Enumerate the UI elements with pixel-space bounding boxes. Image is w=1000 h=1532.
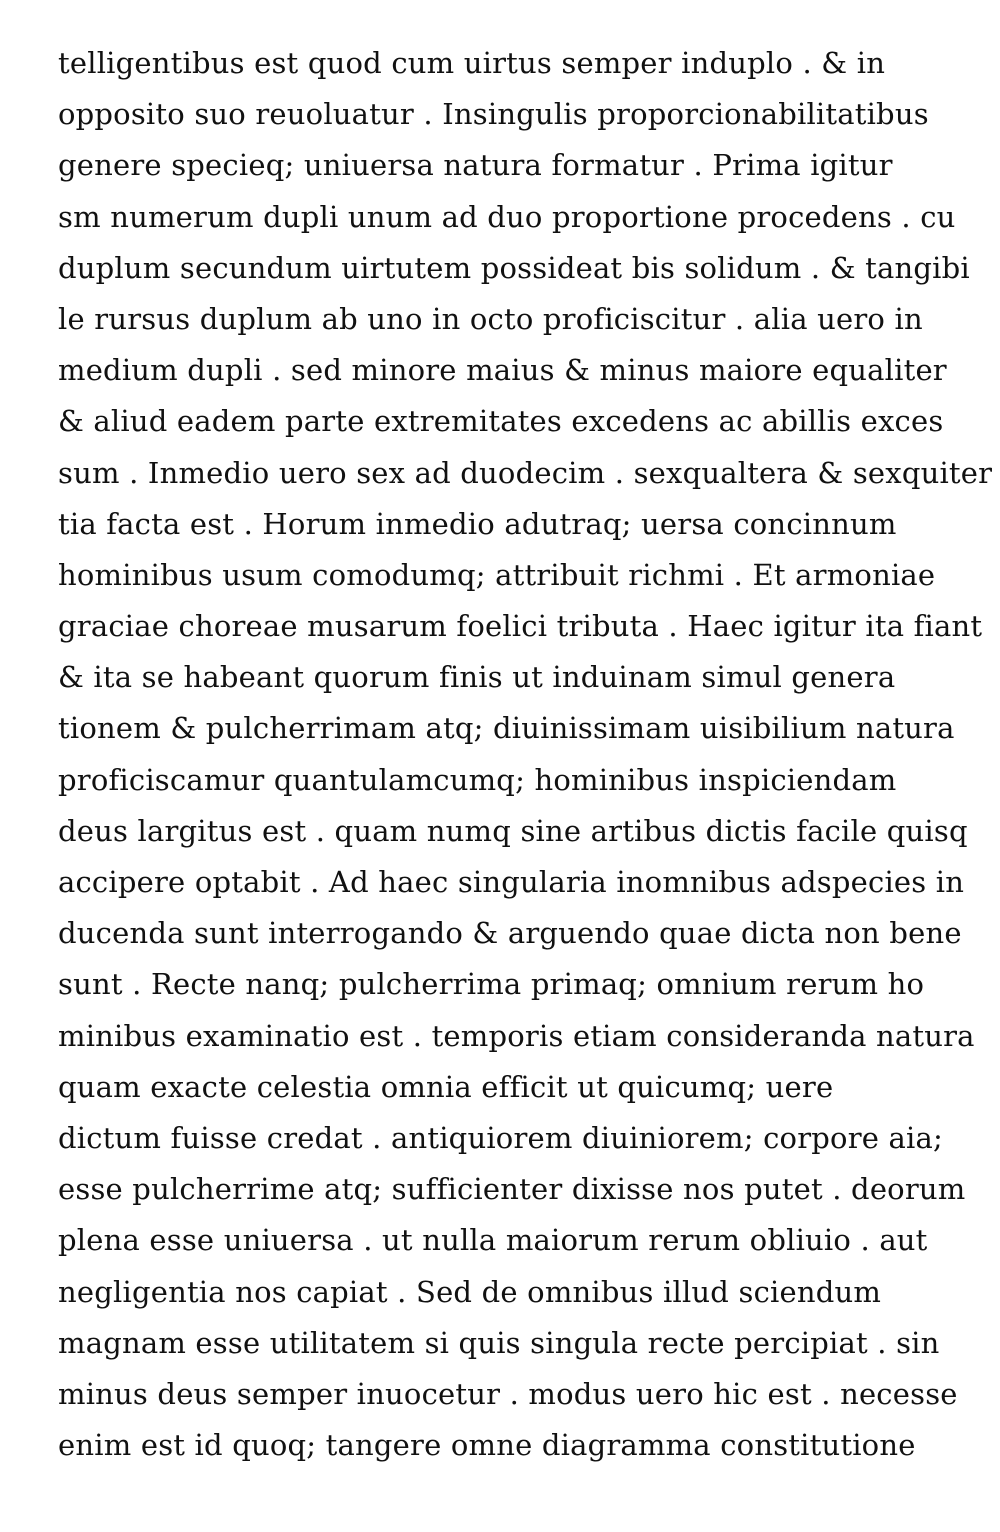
- manuscript-line: & aliud eadem parte extremitates excedens ac abillis exces: [58, 404, 944, 439]
- manuscript-line: dictum fuisse credat . antiquiorem diuiniorem; corpore aia;: [58, 1120, 943, 1155]
- manuscript-line: deus largitus est . quam numq sine artibus dictis facile quisq: [58, 813, 968, 848]
- manuscript-line: sunt . Recte nanq; pulcherrima primaq; omnium rerum ho: [58, 967, 925, 1002]
- manuscript-line: sum . Inmedio uero sex ad duodecim . sexqualtera & sexquiter: [58, 455, 993, 490]
- manuscript-line: graciae choreae musarum foelici tributa . Haec igitur ita fiant: [58, 609, 983, 644]
- manuscript-line: genere specieq; uniuersa natura formatur . Prima igitur: [58, 148, 893, 183]
- manuscript-line: sm numerum dupli unum ad duo proportione procedens . cu: [58, 199, 956, 234]
- manuscript-line: hominibus usum comodumq; attribuit richmi . Et armoniae: [58, 557, 936, 592]
- manuscript-line: opposito suo reuoluatur . Insingulis proporcionabilitatibus: [58, 97, 929, 132]
- manuscript-line: accipere optabit . Ad haec singularia inomnibus adspecies in: [58, 865, 965, 899]
- manuscript-line: magnam esse utilitatem si quis singula recte percipiat . sin: [58, 1325, 940, 1360]
- manuscript-line: tia facta est . Horum inmedio adutraq; uersa concinnum: [58, 506, 897, 541]
- manuscript-text: [58, 38, 993, 1471]
- manuscript-line: negligentia nos capiat . Sed de omnibus illud sciendum: [58, 1274, 882, 1309]
- manuscript-line: esse pulcherrime atq; sufficienter dixisse nos putet . deorum: [58, 1172, 966, 1207]
- manuscript-line: minus deus semper inuocetur . modus uero hic est . necesse: [58, 1376, 958, 1411]
- manuscript-line: le rursus duplum ab uno in octo proficiscitur . alia uero in: [58, 301, 923, 336]
- manuscript-line: telligentibus est quod cum uirtus semper induplo . & in: [58, 46, 886, 80]
- manuscript-line: tionem & pulcherrimam atq; diuinissimam uisibilium natura: [58, 711, 955, 746]
- manuscript-line: minibus examinatio est . temporis etiam consideranda natura: [58, 1018, 975, 1053]
- manuscript-line: proficiscamur quantulamcumq; hominibus inspiciendam: [58, 762, 897, 797]
- manuscript-line: medium dupli . sed minore maius & minus maiore equaliter: [58, 353, 947, 388]
- manuscript-line: plena esse uniuersa . ut nulla maiorum rerum obliuio . aut: [58, 1223, 928, 1258]
- manuscript-line: ducenda sunt interrogando & arguendo quae dicta non bene: [58, 916, 962, 951]
- manuscript-line: duplum secundum uirtutem possideat bis solidum . & tangibi: [58, 250, 970, 285]
- manuscript-line: quam exacte celestia omnia efficit ut quicumq; uere: [58, 1069, 834, 1104]
- manuscript-line: enim est id quoq; tangere omne diagramma constitutione: [58, 1428, 916, 1463]
- manuscript-line: & ita se habeant quorum finis ut induinam simul genera: [58, 660, 896, 695]
